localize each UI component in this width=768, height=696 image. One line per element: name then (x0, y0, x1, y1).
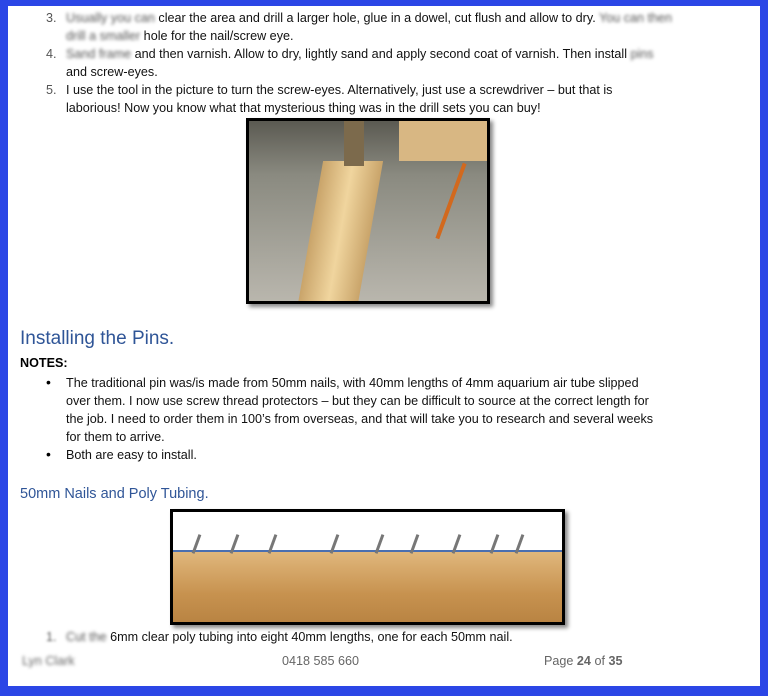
list-number: 4. (46, 47, 57, 61)
nails-on-timber-photo (170, 509, 565, 625)
bullet-text: the job. I need to order them in 100’s from overseas, and that will take you to research and several weeks (66, 412, 654, 426)
list-item: I use the tool in the picture to turn the screw-eyes. Alternatively, just use a screwdriver – but that is (66, 83, 613, 97)
list-item: and screw-eyes. (66, 65, 158, 79)
bullet-text: The traditional pin was/is made from 50mm nails, with 40mm lengths of 4mm aquarium air tube slipped (66, 376, 639, 390)
bullet-text: Both are easy to install. (66, 448, 197, 462)
footer-phone: 0418 585 660 (282, 654, 360, 668)
list-item: Sand frame and then varnish. Allow to dry, lightly sand and apply second coat of varnish. Then install pins (66, 47, 654, 61)
section-heading: Installing the Pins. (20, 328, 175, 349)
list-number: 3. (46, 11, 57, 25)
list-item: drill a smaller hole for the nail/screw eye. (66, 29, 294, 43)
screw-eye-tool-photo (246, 118, 490, 304)
list-number: 5. (46, 83, 57, 97)
bullet-text: over them. I now use screw thread protectors – but they can be difficult to source at the correct length for (66, 394, 649, 408)
notes-label: NOTES: (20, 356, 68, 370)
step-text: Cut the 6mm clear poly tubing into eight 40mm lengths, one for each 50mm nail. (66, 630, 513, 644)
bullet-icon: • (46, 446, 51, 462)
footer-page-number: Page 24 of 35 (544, 654, 623, 668)
bullet-text: for them to arrive. (66, 430, 165, 444)
bullet-icon: • (46, 374, 51, 390)
step-number: 1. (46, 630, 57, 644)
document-page (8, 6, 760, 686)
list-item: laborious! Now you know what that mysterious thing was in the drill sets you can buy! (66, 101, 541, 115)
footer-author: Lyn Clark (22, 654, 75, 668)
subsection-heading: 50mm Nails and Poly Tubing. (20, 486, 209, 502)
list-item: Usually you can clear the area and drill a larger hole, glue in a dowel, cut flush and allow to dry. You can then (66, 11, 673, 25)
